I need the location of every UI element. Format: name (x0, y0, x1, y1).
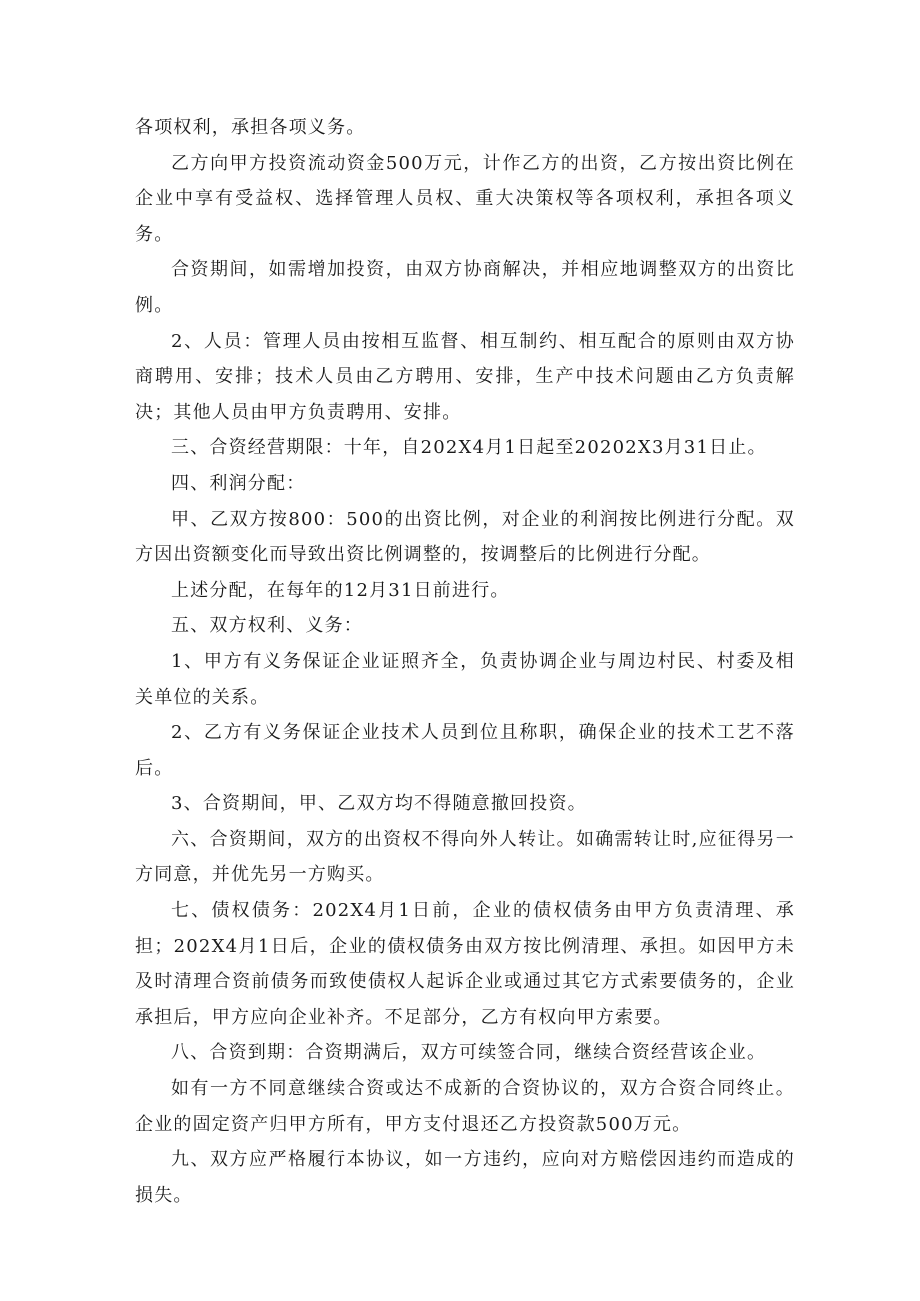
paragraph-yi-investment: 乙方向甲方投资流动资金500万元，计作乙方的出资，乙方按出资比例在企业中享有受益权、选择管理人员权、重大决策权等各项权利，承担各项义务。 (135, 152, 795, 245)
paragraph-profit-ratio: 甲、乙双方按800：500的出资比例，对企业的利润按比例进行分配。双方因出资额变化而导致出资比例调整的，按调整后的比例进行分配。 (135, 508, 795, 566)
paragraph-termination: 如有一方不同意继续合资或达不成新的合资协议的，双方合资合同终止。企业的固定资产归甲方所有，甲方支付退还乙方投资款500万元。 (135, 1078, 795, 1135)
document-page (135, 110, 795, 1213)
section-expiry: 八、合资到期：合资期满后，双方可续签合同，继续合资经营该企业。 (171, 1042, 767, 1064)
paragraph-additional-investment: 合资期间，如需增加投资，由双方协商解决，并相应地调整双方的出资比例。 (135, 259, 795, 316)
section-breach: 九、双方应严格履行本协议，如一方违约，应向对方赔偿因违约而造成的损失。 (135, 1149, 795, 1206)
paragraph-right-1: 1、甲方有义务保证企业证照齐全，负责协调企业与周边村民、村委及相关单位的关系。 (135, 650, 795, 708)
paragraph-right-2: 2、乙方有义务保证企业技术人员到位且称职，确保企业的技术工艺不落后。 (135, 722, 795, 779)
section-debts: 七、债权债务：202X4月1日前，企业的债权债务由甲方负责清理、承担；202X4月1日后，企业的债权债务由双方按比例清理、承担。如因甲方未及时清理合资前债务而致使债权人起诉企业或通过其它方式索要债务的，企业承担后，甲方应向企业补齐。不足部分，乙方有权向甲方索要。 (135, 900, 795, 1028)
paragraph-continuation: 各项权利，承担各项义务。 (135, 117, 366, 138)
paragraph-personnel: 2、人员：管理人员由按相互监督、相互制约、相互配合的原则由双方协商聘用、安排；技术人员由乙方聘用、安排，生产中技术问题由乙方负责解决；其他人员由甲方负责聘用、安排。 (135, 330, 795, 423)
paragraph-profit-timing: 上述分配，在每年的12月31日前进行。 (171, 579, 510, 601)
section-rights-heading: 五、双方权利、义务： (171, 615, 363, 637)
section-term: 三、合资经营期限：十年，自202X4月1日起至20202X3月31日止。 (171, 437, 767, 459)
section-transfer: 六、合资期间，双方的出资权不得向外人转让。如确需转让时,应征得另一方同意，并优先另一方购买。 (135, 828, 795, 886)
section-profit-heading: 四、利润分配： (171, 472, 306, 494)
paragraph-right-3: 3、合资期间，甲、乙双方均不得随意撤回投资。 (171, 793, 587, 815)
